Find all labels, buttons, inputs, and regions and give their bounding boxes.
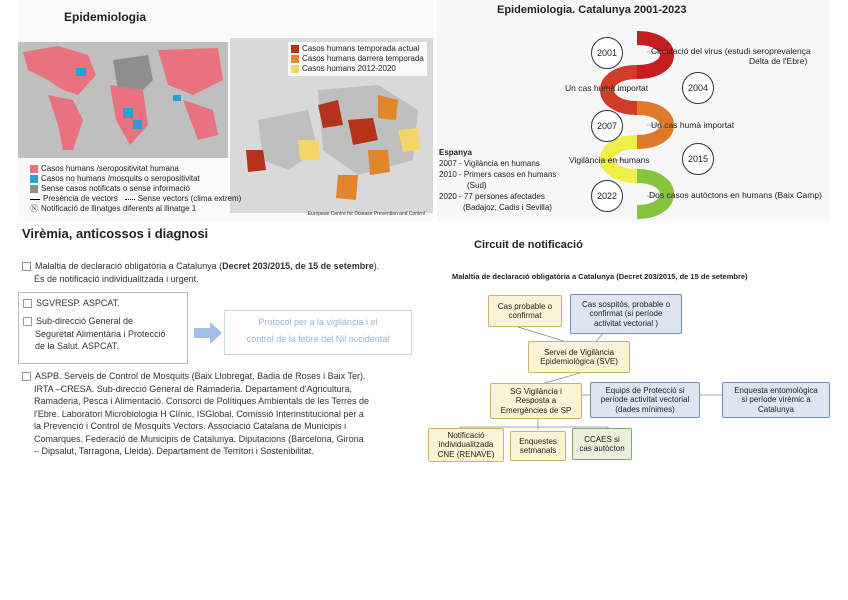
legend-item: Casos humans temporada actual	[291, 44, 424, 54]
espanya-line: 2020 - 77 persones afectades	[439, 192, 545, 201]
legend-item: Sense casos notificats o sense informació	[30, 184, 241, 194]
right-arrow-icon	[194, 322, 222, 344]
box-cas-probable: Cas probable o confirmat	[488, 295, 562, 327]
year-2015: 2015	[682, 143, 714, 175]
box-equips-proteccio: Equips de Protecció si període activitat vectorial (dades mínimes)	[590, 382, 700, 418]
legend-item: Casos humans 2012-2020	[291, 64, 424, 74]
notification-circuit-panel	[430, 235, 830, 463]
event-2022: Dos casos autòctons en humans (Baix Camp)	[649, 190, 822, 200]
aspb-text: ASPB. Serveis de Control de Mosquits (Baix Llobregat, Badia de Roses i Baix Ter). IRTA –CRESA. Sub-direcció General de Ramaderia. Departament d'Agricultura, Ramaderia, Pesca i Alimentació. Consorci de Polítiques Ambientals de les Terres de l'Ebre. Laboratori Microbiologia H Clínic, ISGlobal. Comissió Interinstitucional per a la Prevenció i Control de Mosquits Vectors. Associació Catalana de Municipis i Comarques. Federació de Municipis de Catalunya. Diputacions (Barcelona, Girona – Dipsalut, Tarragona, Lleida). Departament de Territori i Sostenibilitat.	[22, 370, 369, 458]
espanya-line: (Sud)	[467, 181, 487, 190]
legend-item: Presència de vectors Sense vectors (clima extrem)	[30, 194, 241, 204]
panel-title: Circuit de notificació	[474, 239, 583, 251]
solid-line-icon	[30, 199, 40, 200]
box-sg-vigilancia: SG Vigilància i Resposta a Emergències de SP	[490, 383, 582, 419]
panel-title: Epidemiologia	[64, 10, 147, 24]
map-legend	[288, 42, 427, 76]
event-2004: Un cas humà importat	[565, 83, 649, 93]
checkbox-icon	[22, 372, 31, 381]
checkbox-icon	[22, 262, 31, 271]
swatch-icon	[30, 165, 38, 173]
year-2007: 2007	[591, 110, 623, 142]
world-legend	[30, 164, 241, 214]
checkbox-icon	[23, 317, 32, 326]
checkbox-icon	[23, 299, 32, 308]
protocol-box: Protocol per a la vigilància i el control de la febre del Nil occidental	[224, 310, 412, 355]
year-2004: 2004	[682, 72, 714, 104]
espanya-heading: Espanya	[439, 148, 472, 157]
circled-n-icon: Ⓝ	[30, 204, 38, 213]
panel-title: Virèmia, anticossos i diagnosi	[22, 226, 209, 241]
box-sve: Servei de Vigilància Epidemiològica (SVE)	[528, 341, 630, 373]
swatch-icon	[30, 175, 38, 183]
org-subdireccio: Sub-direcció General de Seguretat Alimentària i Protecció de la Salut. ASPCAT.	[23, 315, 166, 353]
box-cas-sospitos: Cas sospitós, probable o confirmat (si període activitat vectorial )	[570, 294, 682, 334]
espanya-line: 2007 - Vigilància en humans	[439, 159, 540, 168]
legend-item: Casos humans darrera temporada	[291, 54, 424, 64]
event-2001: Circulació del virus (estudi seroprevalença	[651, 46, 811, 56]
year-2001: 2001	[591, 37, 623, 69]
swatch-icon	[291, 65, 299, 73]
espanya-line: 2010 - Primers casos en humans	[439, 170, 557, 179]
year-2022: 2022	[591, 180, 623, 212]
legend-item: Casos no humans /mosquits o seropositivitat	[30, 174, 241, 184]
espanya-notes	[439, 147, 556, 213]
event-2007: Un cas humà importat	[651, 120, 735, 130]
dotted-line-icon	[125, 199, 135, 200]
swatch-icon	[291, 55, 299, 63]
legend-item: Ⓝ Notificació de llinatges diferents al llinatge 1	[30, 204, 197, 213]
box-enquestes-setmanals: Enquestes setmanals	[510, 431, 566, 461]
swatch-icon	[291, 45, 299, 53]
panel-subtitle: Malaltia de declaració obligatòria a Catalunya (Decret 203/2015, de 15 de setembre)	[452, 272, 748, 281]
mdo-text: Malaltia de declaració obligatòria a Catalunya (Decret 203/2015, de 15 de setembre). És de notificació individualitzada i urgent.	[22, 260, 379, 285]
catalunya-timeline-panel	[437, 0, 830, 222]
box-ccaes: CCAES si cas autòcton	[572, 428, 632, 460]
epidemiologia-panel	[18, 0, 433, 222]
event-2001-cont: Delta de l'Ebre)	[749, 56, 808, 66]
espanya-line: (Badajoz, Cadis i Sevilla)	[463, 203, 552, 212]
panel-title: Epidemiologia. Catalunya 2001-2023	[497, 4, 687, 16]
event-2015: Vigilància en humans	[569, 155, 650, 165]
legend-item: Casos humans /seropositivitat humana	[30, 164, 241, 174]
organizations-box	[18, 292, 188, 364]
viremia-panel	[18, 222, 433, 462]
source-credit: European Centre for Disease Prevention and Control	[307, 211, 425, 217]
org-sgvresp: SGVRESP. ASPCAT.	[23, 297, 120, 310]
swatch-icon	[30, 185, 38, 193]
box-renave: Notificació individualitzada CNE (RENAVE)	[428, 428, 504, 462]
box-enquesta-entomologica: Enquesta entomològica si període virèmic a Catalunya	[722, 382, 830, 418]
